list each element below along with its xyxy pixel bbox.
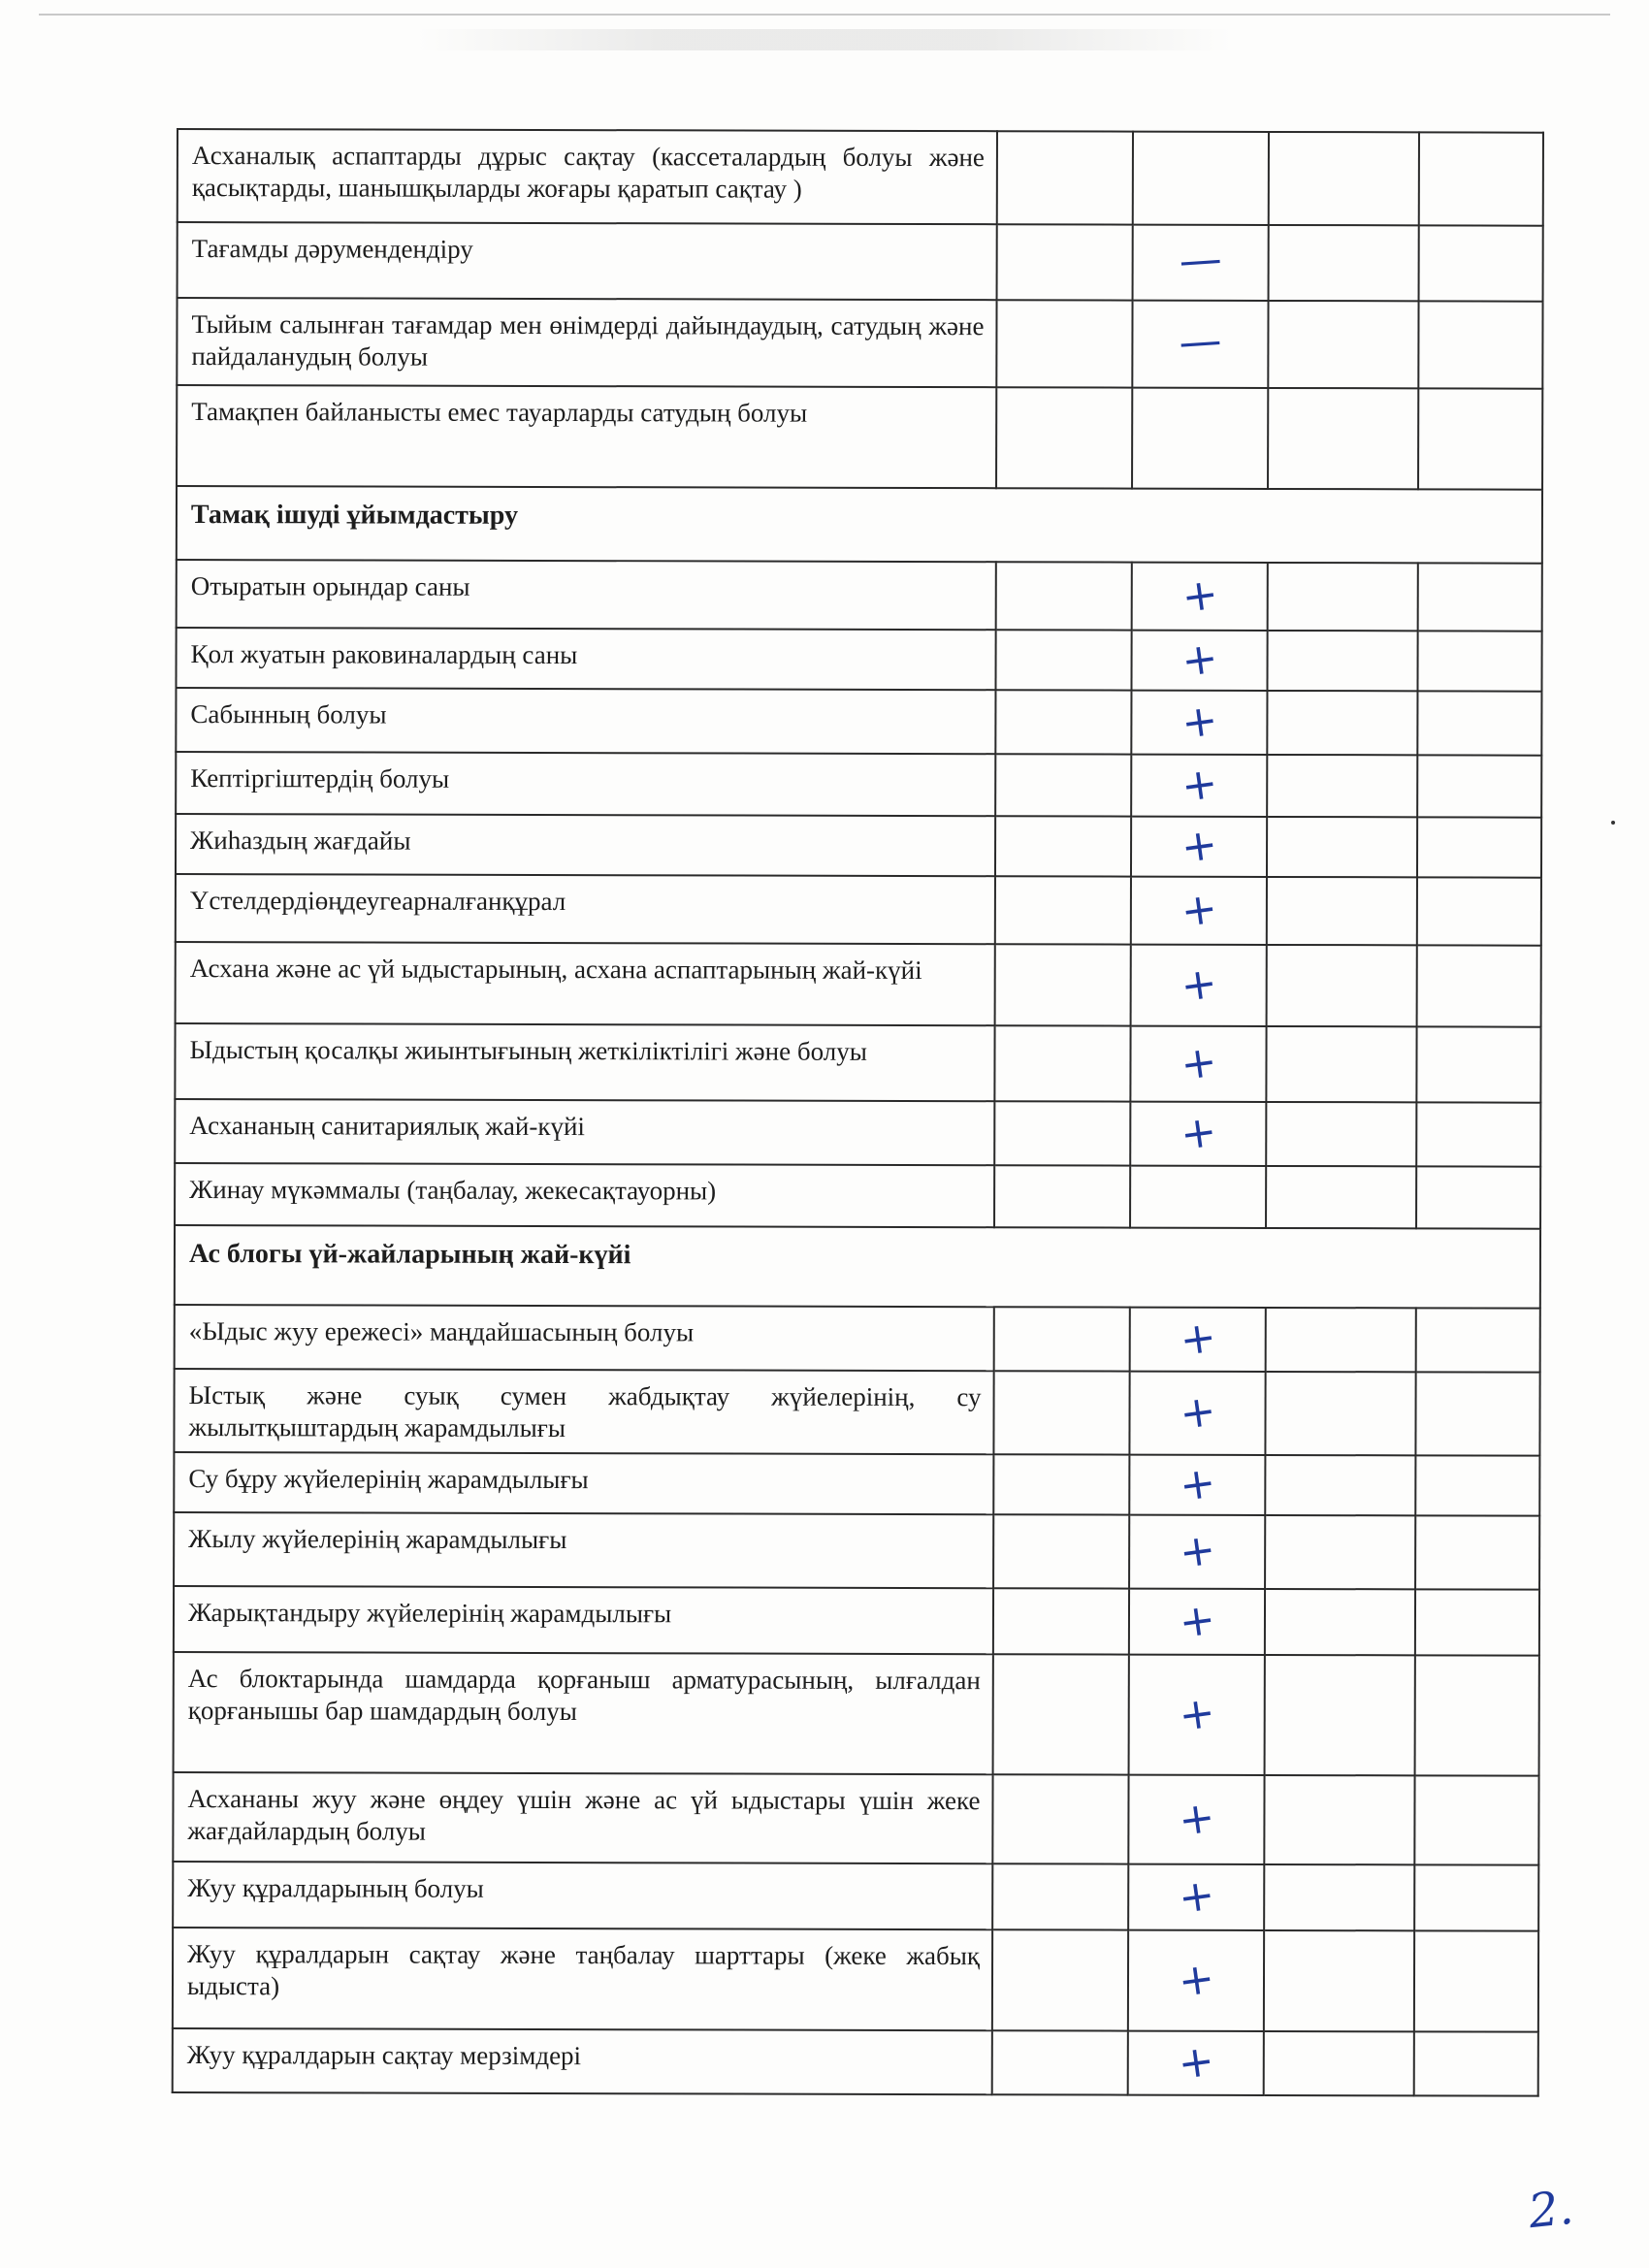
empty-cell bbox=[1266, 1308, 1416, 1372]
section-title: Ас блогы үй-жайларының жай-күйі bbox=[175, 1225, 1540, 1309]
checklist-row bbox=[174, 1369, 1539, 1456]
checklist-row bbox=[174, 1452, 1539, 1516]
empty-cell bbox=[1268, 563, 1418, 631]
empty-cell bbox=[995, 754, 1131, 816]
handwritten-plus-mark: + bbox=[1178, 568, 1221, 624]
checklist-row bbox=[174, 1586, 1539, 1656]
criterion-text: Сабынның болуы bbox=[176, 688, 995, 754]
empty-cell bbox=[1416, 1166, 1540, 1228]
empty-cell bbox=[1417, 945, 1541, 1026]
checklist-row bbox=[178, 129, 1543, 226]
empty-cell bbox=[1416, 1102, 1540, 1166]
criterion-text: Кептіргіштердің болуы bbox=[176, 752, 995, 816]
criterion-text: Асхананың санитариялық жай-күйі bbox=[175, 1099, 994, 1165]
section-header-row bbox=[177, 486, 1542, 564]
handwritten-plus-mark: + bbox=[1175, 1792, 1218, 1847]
mark-cell bbox=[1129, 1589, 1265, 1655]
empty-cell bbox=[1415, 1372, 1539, 1455]
empty-cell bbox=[996, 387, 1132, 488]
mark-cell bbox=[1131, 631, 1267, 691]
page-number: 2. bbox=[1526, 2180, 1576, 2240]
empty-cell bbox=[1418, 301, 1542, 388]
empty-cell bbox=[1266, 1102, 1416, 1166]
empty-cell bbox=[994, 1307, 1130, 1371]
empty-cell bbox=[1415, 1515, 1539, 1589]
mark-cell bbox=[1132, 388, 1268, 489]
empty-cell bbox=[992, 1929, 1128, 2030]
empty-cell bbox=[993, 1454, 1129, 1514]
mark-cell bbox=[1133, 132, 1269, 225]
mark-cell bbox=[1132, 301, 1268, 388]
empty-cell bbox=[997, 131, 1133, 224]
mark-cell bbox=[1131, 691, 1267, 755]
empty-cell bbox=[1266, 1026, 1416, 1102]
empty-cell bbox=[1265, 1455, 1415, 1515]
empty-cell bbox=[1267, 945, 1417, 1026]
empty-cell bbox=[1414, 1775, 1538, 1864]
empty-cell bbox=[1269, 132, 1419, 225]
checklist-row bbox=[174, 1652, 1539, 1776]
empty-cell bbox=[1416, 1308, 1540, 1372]
criterion-text: Жуу құралдарын сақтау мерзімдері bbox=[173, 2028, 992, 2094]
empty-cell bbox=[996, 300, 1132, 387]
empty-cell bbox=[995, 876, 1131, 944]
empty-cell bbox=[1267, 755, 1417, 817]
faded-previous-text bbox=[417, 29, 1232, 50]
checklist-row bbox=[176, 942, 1541, 1027]
criterion-text: Отыратын орындар саны bbox=[177, 560, 996, 630]
empty-cell bbox=[1414, 2031, 1538, 2095]
handwritten-plus-mark: + bbox=[1177, 957, 1220, 1013]
checklist-row bbox=[173, 2028, 1538, 2096]
checklist-body bbox=[173, 129, 1543, 2096]
mark-cell bbox=[1130, 1102, 1266, 1166]
handwritten-plus-mark: + bbox=[1176, 1312, 1219, 1367]
empty-cell bbox=[1414, 1864, 1538, 1930]
handwritten-dash-mark: — bbox=[1177, 234, 1224, 287]
mark-cell bbox=[1128, 2031, 1264, 2095]
empty-cell bbox=[1415, 1655, 1539, 1775]
handwritten-dash-mark: — bbox=[1177, 315, 1224, 369]
checklist-row bbox=[173, 1772, 1538, 1865]
empty-cell bbox=[992, 1863, 1128, 1929]
handwritten-plus-mark: + bbox=[1175, 1869, 1217, 1925]
mark-cell bbox=[1128, 1930, 1264, 2031]
checklist-row bbox=[177, 560, 1542, 632]
handwritten-plus-mark: + bbox=[1176, 1457, 1219, 1512]
handwritten-plus-mark: + bbox=[1177, 1106, 1219, 1161]
empty-cell bbox=[994, 1165, 1130, 1227]
mark-cell bbox=[1131, 945, 1267, 1026]
handwritten-plus-mark: + bbox=[1178, 883, 1220, 938]
empty-cell bbox=[1419, 132, 1543, 225]
empty-cell bbox=[994, 1101, 1130, 1165]
handwritten-plus-mark: + bbox=[1174, 2035, 1217, 2090]
handwritten-plus-mark: + bbox=[1178, 632, 1221, 688]
empty-cell bbox=[1264, 1864, 1414, 1930]
checklist-row bbox=[176, 752, 1541, 818]
handwritten-plus-mark: + bbox=[1177, 1036, 1220, 1091]
checklist-table bbox=[172, 128, 1544, 2097]
handwritten-plus-mark: + bbox=[1176, 1385, 1219, 1441]
empty-cell bbox=[1417, 631, 1541, 691]
checklist-row bbox=[176, 814, 1541, 878]
checklist-row bbox=[174, 1512, 1539, 1590]
checklist-row bbox=[173, 1862, 1538, 1931]
criterion-text: Ас блоктарында шамдарда қорғаныш арматурасының, ылғалдан қорғанышы бар шамдардың болуы bbox=[174, 1652, 993, 1774]
empty-cell bbox=[1267, 631, 1417, 691]
mark-cell bbox=[1129, 1455, 1265, 1515]
empty-cell bbox=[1267, 691, 1417, 755]
empty-cell bbox=[992, 2030, 1128, 2094]
empty-cell bbox=[1267, 877, 1417, 945]
empty-cell bbox=[1269, 225, 1419, 301]
empty-cell bbox=[1268, 388, 1418, 489]
mark-cell bbox=[1130, 1308, 1266, 1372]
handwritten-plus-mark: + bbox=[1175, 1953, 1217, 2008]
empty-cell bbox=[995, 690, 1131, 754]
criterion-text: Жиһаздың жағдайы bbox=[176, 814, 995, 876]
stray-dot bbox=[1611, 821, 1615, 825]
mark-cell bbox=[1129, 1372, 1265, 1455]
scan-top-edge bbox=[39, 14, 1610, 16]
handwritten-plus-mark: + bbox=[1178, 695, 1221, 750]
empty-cell bbox=[1268, 301, 1418, 388]
criterion-text: Жинау мүкәммалы (таңбалау, жекесақтауорны) bbox=[175, 1163, 994, 1227]
empty-cell bbox=[1264, 2031, 1414, 2095]
empty-cell bbox=[993, 1654, 1129, 1774]
empty-cell bbox=[1264, 1930, 1414, 2031]
empty-cell bbox=[993, 1588, 1129, 1654]
criterion-text: Тамақпен байланысты емес тауарларды сатудың болуы bbox=[177, 385, 996, 488]
checklist-row bbox=[177, 298, 1542, 389]
empty-cell bbox=[995, 816, 1131, 876]
criterion-text: Асхананы жуу және өңдеу үшін және ас үй ыдыстары үшін жеке жағдайлардың болуы bbox=[173, 1772, 992, 1863]
empty-cell bbox=[995, 630, 1131, 690]
mark-cell bbox=[1133, 225, 1269, 301]
empty-cell bbox=[1417, 877, 1541, 945]
checklist-row bbox=[175, 1163, 1540, 1229]
criterion-text: Асханалық аспаптарды дұрыс сақтау (кассеталардың болуы және қасықтарды, шанышқыларды жоғары қаратып сақтау ) bbox=[178, 129, 997, 224]
empty-cell bbox=[1414, 1930, 1538, 2031]
handwritten-plus-mark: + bbox=[1176, 1524, 1218, 1579]
empty-cell bbox=[995, 944, 1131, 1025]
empty-cell bbox=[1419, 225, 1543, 301]
checklist-row bbox=[178, 222, 1543, 302]
empty-cell bbox=[1265, 1589, 1415, 1655]
empty-cell bbox=[996, 562, 1132, 630]
checklist-row bbox=[177, 385, 1542, 490]
mark-cell bbox=[1131, 877, 1267, 945]
section-header-row bbox=[175, 1225, 1540, 1309]
empty-cell bbox=[1266, 1166, 1416, 1228]
checklist-row bbox=[175, 1023, 1540, 1103]
empty-cell bbox=[1265, 1515, 1415, 1589]
criterion-text: Асхана және ас үй ыдыстарының, асхана аспаптарының жай-күйі bbox=[176, 942, 995, 1025]
mark-cell bbox=[1130, 1166, 1266, 1228]
empty-cell bbox=[993, 1514, 1129, 1588]
empty-cell bbox=[1264, 1775, 1414, 1864]
empty-cell bbox=[993, 1371, 1129, 1454]
empty-cell bbox=[1267, 817, 1417, 877]
checklist-row bbox=[173, 1928, 1538, 2032]
criterion-text: Жуу құралдарының болуы bbox=[173, 1862, 992, 1929]
criterion-text: Үстелдердіөңдеугеарналғанқұрал bbox=[176, 874, 995, 944]
empty-cell bbox=[1416, 1026, 1540, 1102]
section-title: Тамақ ішуді ұйымдастыру bbox=[177, 486, 1542, 564]
criterion-text: Тыйым салынған тағамдар мен өнімдерді дайындаудың, сатудың және пайдаланудың болуы bbox=[177, 298, 996, 387]
mark-cell bbox=[1131, 755, 1267, 817]
empty-cell bbox=[1415, 1589, 1539, 1655]
empty-cell bbox=[1417, 817, 1541, 877]
empty-cell bbox=[1418, 563, 1542, 631]
criterion-text: Жуу құралдарын сақтау және таңбалау шарттары (жеке жабық ыдыста) bbox=[173, 1928, 992, 2030]
checklist-row bbox=[175, 1305, 1540, 1373]
empty-cell bbox=[1417, 691, 1541, 755]
checklist-row bbox=[176, 874, 1541, 946]
mark-cell bbox=[1128, 1864, 1264, 1930]
mark-cell bbox=[1129, 1655, 1265, 1775]
criterion-text: Ыстық және суық сумен жабдықтау жүйелерінің, су жылытқыштардың жарамдылығы bbox=[174, 1369, 993, 1454]
criterion-text: Ыдыстың қосалқы жиынтығының жеткіліктілігі және болуы bbox=[175, 1023, 994, 1101]
criterion-text: Жылу жүйелерінің жарамдылығы bbox=[174, 1512, 993, 1588]
mark-cell bbox=[1128, 1775, 1264, 1864]
mark-cell bbox=[1132, 563, 1268, 631]
checklist-row bbox=[176, 688, 1541, 756]
empty-cell bbox=[1415, 1455, 1539, 1515]
criterion-text: Су бұру жүйелерінің жарамдылығы bbox=[174, 1452, 993, 1514]
handwritten-plus-mark: + bbox=[1178, 819, 1220, 874]
empty-cell bbox=[1417, 755, 1541, 817]
criterion-text: «Ыдыс жуу ережесі» маңдайшасының болуы bbox=[175, 1305, 994, 1371]
criterion-text: Қол жуатын раковиналардың саны bbox=[176, 628, 995, 690]
checklist-row bbox=[176, 628, 1541, 692]
checklist-row bbox=[175, 1099, 1540, 1167]
handwritten-plus-mark: + bbox=[1178, 758, 1220, 813]
mark-cell bbox=[1131, 817, 1267, 877]
empty-cell bbox=[997, 224, 1133, 300]
empty-cell bbox=[994, 1025, 1130, 1101]
mark-cell bbox=[1130, 1026, 1266, 1102]
empty-cell bbox=[1418, 388, 1542, 489]
handwritten-plus-mark: + bbox=[1175, 1687, 1218, 1742]
criterion-text: Тағамды дәрумендендіру bbox=[178, 222, 997, 300]
empty-cell bbox=[992, 1774, 1128, 1863]
mark-cell bbox=[1129, 1515, 1265, 1589]
criterion-text: Жарықтандыру жүйелерінің жарамдылығы bbox=[174, 1586, 993, 1654]
handwritten-plus-mark: + bbox=[1176, 1594, 1218, 1649]
empty-cell bbox=[1265, 1372, 1415, 1455]
empty-cell bbox=[1265, 1655, 1415, 1775]
